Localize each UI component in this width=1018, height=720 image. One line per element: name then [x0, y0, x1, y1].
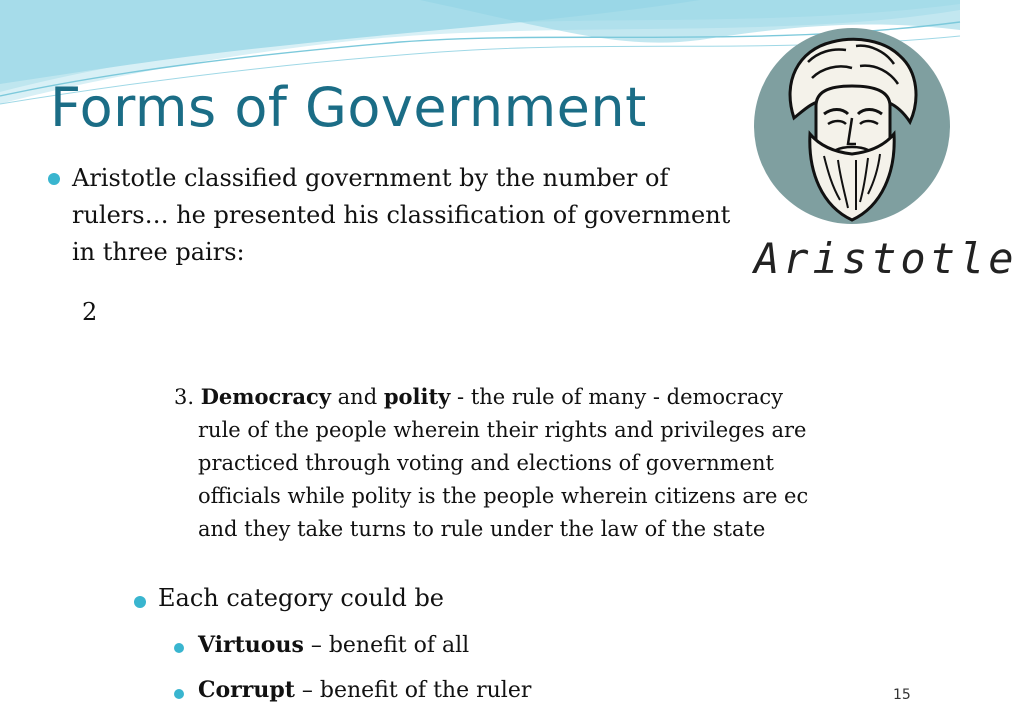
item3-line1	[174, 380, 808, 414]
item3-line5: and they take turns to rule under the law of the state	[198, 517, 766, 541]
corrupt-term: Corrupt	[198, 677, 295, 703]
polity-term: polity	[383, 384, 451, 409]
item3-line2: rule of the people wherein their rights and privileges are	[198, 418, 807, 442]
item3-prefix: 3.	[174, 385, 201, 409]
bullet2-text: Each category could be	[158, 584, 445, 612]
corrupt-item	[198, 677, 531, 703]
bullet1-line3: in three pairs:	[72, 238, 245, 266]
virtuous-term: Virtuous	[198, 632, 304, 658]
item3-line3: practiced through voting and elections of government	[198, 451, 774, 475]
bullet1-text	[72, 160, 730, 271]
corrupt-rest: – benefit of the ruler	[294, 678, 532, 703]
item3-line4: officials while polity is the people wherein citizens are ec	[198, 484, 809, 508]
aristotle-caption: Aristotle	[754, 234, 1018, 283]
bullet1-line1: Aristotle classified government by the number of	[72, 164, 669, 192]
slide-title: Forms of Government	[50, 76, 647, 139]
bullet-icon	[48, 173, 60, 185]
bullet1-line2: rulers… he presented his classification of government	[72, 201, 731, 229]
item3-text	[174, 380, 808, 546]
bullet-icon	[134, 596, 146, 608]
virtuous-item	[198, 632, 469, 658]
item3-and: and	[330, 385, 384, 409]
democracy-term: Democracy	[200, 384, 331, 409]
item2-number: 2	[82, 298, 98, 326]
sub-bullet-icon	[174, 643, 184, 653]
item3-rest: - the rule of many - democracy	[450, 385, 784, 409]
virtuous-rest: – benefit of all	[303, 633, 470, 658]
aristotle-portrait-icon	[752, 22, 952, 232]
page-number: 15	[893, 687, 911, 703]
sub-bullet-icon	[174, 689, 184, 699]
